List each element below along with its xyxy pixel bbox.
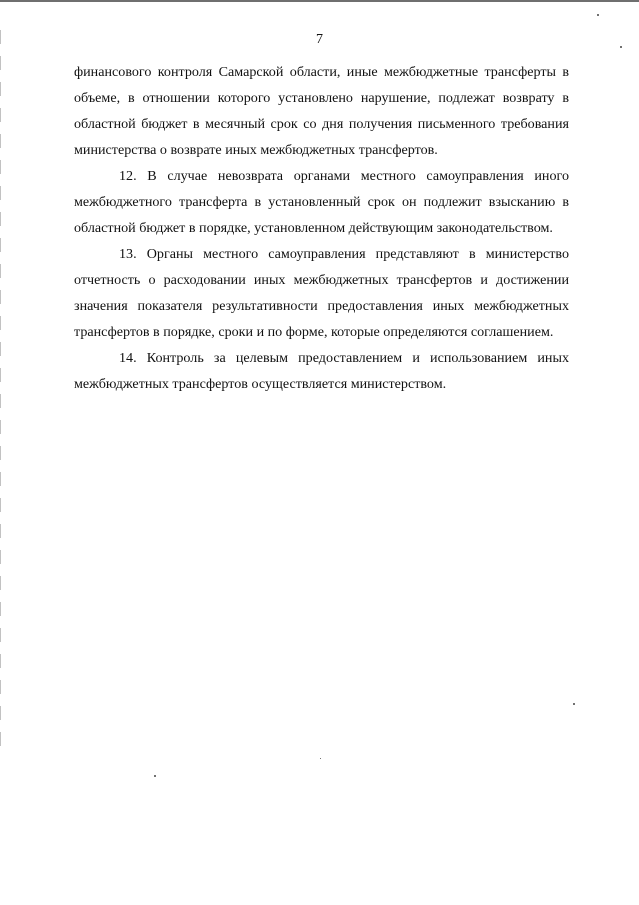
paragraph-continuation: финансового контроля Самарской области, иные межбюджетные трансферты в объеме, в отношении которого установлено нарушение, подлежат возврату в областной бюджет в месячный срок со дня получения письменного требования министерства о возврате иных межбюджетных трансфертов. (74, 64, 569, 158)
scan-speck (154, 775, 156, 777)
scan-edge-left (0, 30, 1, 750)
scan-speck (597, 14, 599, 16)
scan-speck (620, 46, 622, 48)
document-body (74, 59, 569, 397)
scan-speck (573, 703, 575, 705)
paragraph-12: 12. В случае невозврата органами местного самоуправления иного межбюджетного трансферта в установленный срок он подлежит взысканию в областной бюджет в порядке, установленном действующим законодательством. (74, 168, 569, 236)
scan-speck (320, 758, 321, 759)
page-number: 7 (316, 32, 323, 47)
paragraph-13: 13. Органы местного самоуправления представляют в министерство отчетность о расходовании иных межбюджетных трансфертов и достижении значения показателя результативности предоставления иных межбюджетных трансфертов в порядке, сроки и по форме, которые определяются соглашением. (74, 246, 569, 340)
paragraph-14: 14. Контроль за целевым предоставлением и использованием иных межбюджетных трансфертов осуществляется министерством. (74, 350, 569, 392)
scan-edge-top (0, 0, 639, 2)
